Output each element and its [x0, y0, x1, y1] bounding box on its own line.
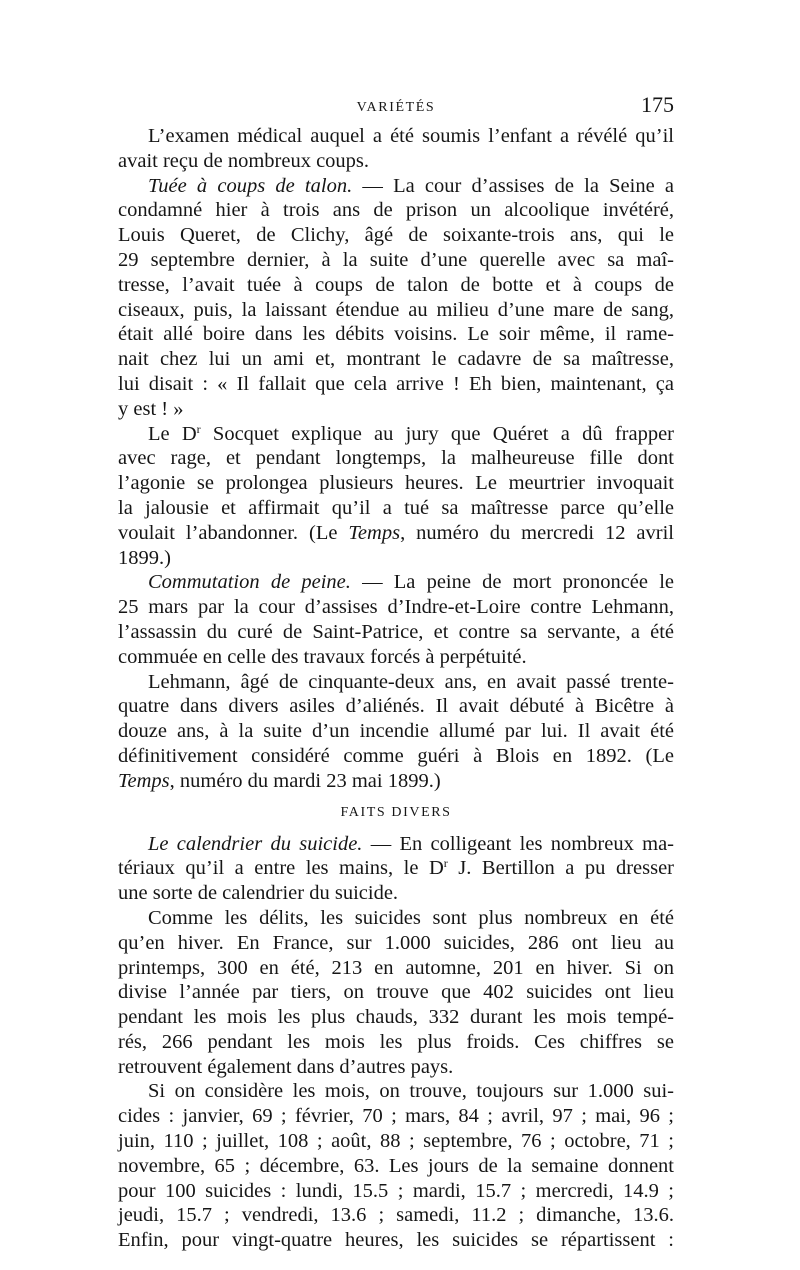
text-line: y est ! » [118, 397, 184, 420]
text-line: rés, 266 pendant les mois les plus froids. Ces chiffres se [118, 1030, 674, 1053]
text-line: douze ans, à la suite d’un incendie allumé par lui. Il avait été [118, 720, 674, 743]
text-line [118, 769, 674, 794]
text-line: nait chez lui un ami et, montrant le cadavre de sa maîtresse, [118, 348, 674, 371]
newspaper-title: Temps [348, 521, 401, 544]
text-line: quatre dans divers asiles d’aliénés. Il avait débuté à Bicêtre à [118, 695, 674, 718]
text-fragment: voulait l’abandonner. (Le [118, 521, 349, 544]
section-title: FAITS DIVERS [340, 804, 452, 820]
text-line: pendant les mois les plus chauds, 332 durant les mois tempé- [118, 1006, 674, 1029]
text-line: divise l’année par tiers, on trouve que 402 suicides ont lieu [118, 981, 674, 1004]
text-line: 1899.) [118, 546, 171, 569]
superscript: r [196, 421, 201, 436]
superscript: r [443, 856, 448, 871]
text-fragment: — La peine de mort prononcée le [350, 571, 674, 594]
article-title: Tuée à coups de talon. [148, 174, 353, 197]
text-line: L’examen médical auquel a été soumis l’enfant a révélé qu’il [148, 125, 674, 147]
text-line: définitivement considéré comme guéri à Blois en 1892. (Le [118, 744, 674, 767]
text-line: était allé boire dans les débits voisins. Le soir même, il rame- [118, 323, 674, 346]
text-line [118, 832, 674, 857]
text-fragment: Le D [148, 422, 197, 445]
page-number: 175 [641, 92, 674, 117]
text-line: l’assassin du curé de Saint-Patrice, et contre sa servante, a été [118, 620, 674, 643]
article-title: Le calendrier du suicide. [148, 832, 363, 855]
text-line [118, 570, 674, 595]
text-line: 25 mars par la cour d’assises d’Indre-et-Loire contre Lehmann, [118, 596, 674, 619]
text-line: avait reçu de nombreux coups. [118, 149, 370, 172]
text-line: Enfin, pour vingt-quatre heures, les suicides se répartissent : [118, 1229, 674, 1252]
text-line: l’agonie se prolongea plusieurs heures. Le meurtrier invoquait [118, 472, 674, 495]
text-line: cides : janvier, 69 ; février, 70 ; mars, 84 ; avril, 97 ; mai, 96 ; [118, 1105, 674, 1128]
text-fragment: Socquet explique au jury que Quéret a dû frapper [200, 422, 674, 445]
text-line: Si on considère les mois, on trouve, toujours sur 1.000 sui- [148, 1080, 674, 1103]
text-line: Lehmann, âgé de cinquante-deux ans, en avait passé trente- [148, 670, 674, 693]
text-line: qu’en hiver. En France, sur 1.000 suicides, 286 ont lieu au [118, 931, 674, 954]
text-line: commuée en celle des travaux forcés à perpétuité. [118, 645, 527, 668]
article-title: Commutation de peine. [148, 571, 351, 594]
text-line: juin, 110 ; juillet, 108 ; août, 88 ; septembre, 76 ; octobre, 71 ; [118, 1130, 674, 1153]
text-line: tresse, l’avait tuée à coups de talon de botte et à coups de [118, 273, 674, 296]
text-line: novembre, 65 ; décembre, 63. Les jours de la semaine donnent [118, 1154, 674, 1177]
text-line: 29 septembre dernier, à la suite d’une querelle avec sa maî- [118, 248, 674, 271]
text-line: jeudi, 15.7 ; vendredi, 13.6 ; samedi, 11.2 ; dimanche, 13.6. [118, 1204, 674, 1227]
text-fragment: , numéro du mardi 23 mai 1899.) [169, 769, 441, 792]
text-fragment: J. Bertillon a pu dresser [447, 857, 674, 880]
text-fragment: tériaux qu’il a entre les mains, le D [118, 857, 444, 880]
running-title: VARIÉTÉS [356, 100, 436, 115]
text-line: une sorte de calendrier du suicide. [118, 882, 399, 905]
text-fragment: — La cour d’assises de la Seine a [352, 174, 674, 197]
text-fragment: — En colligeant les nombreux ma- [362, 832, 674, 855]
page-body [118, 124, 674, 1253]
text-line [118, 856, 674, 881]
text-line [118, 174, 674, 199]
text-line: retrouvent également dans d’autres pays. [118, 1055, 454, 1078]
text-line: ciseaux, puis, la laissant étendue au milieu d’une mare de sang, [118, 298, 674, 321]
text-line: Louis Queret, de Clichy, âgé de soixante-trois ans, qui le [118, 224, 674, 247]
text-line: avec rage, et pendant longtemps, la malheureuse fille dont [118, 447, 674, 470]
text-line [118, 521, 674, 546]
text-fragment: , numéro du mercredi 12 avril [400, 521, 675, 544]
text-line: la jalousie et affirmait qu’il a tué sa maîtresse parce qu’elle [118, 496, 674, 519]
text-line: printemps, 300 en été, 213 en automne, 201 en hiver. Si on [118, 956, 674, 979]
newspaper-title: Temps [118, 769, 170, 792]
text-line: lui disait : « Il fallait que cela arrive ! Eh bien, maintenant, ça [118, 372, 674, 395]
text-line [118, 422, 674, 447]
text-line: Comme les délits, les suicides sont plus nombreux en été [148, 906, 674, 929]
text-line: condamné hier à trois ans de prison un alcoolique invétéré, [118, 199, 674, 222]
page-header [118, 92, 674, 122]
text-line: pour 100 suicides : lundi, 15.5 ; mardi, 15.7 ; mercredi, 14.9 ; [118, 1179, 674, 1202]
